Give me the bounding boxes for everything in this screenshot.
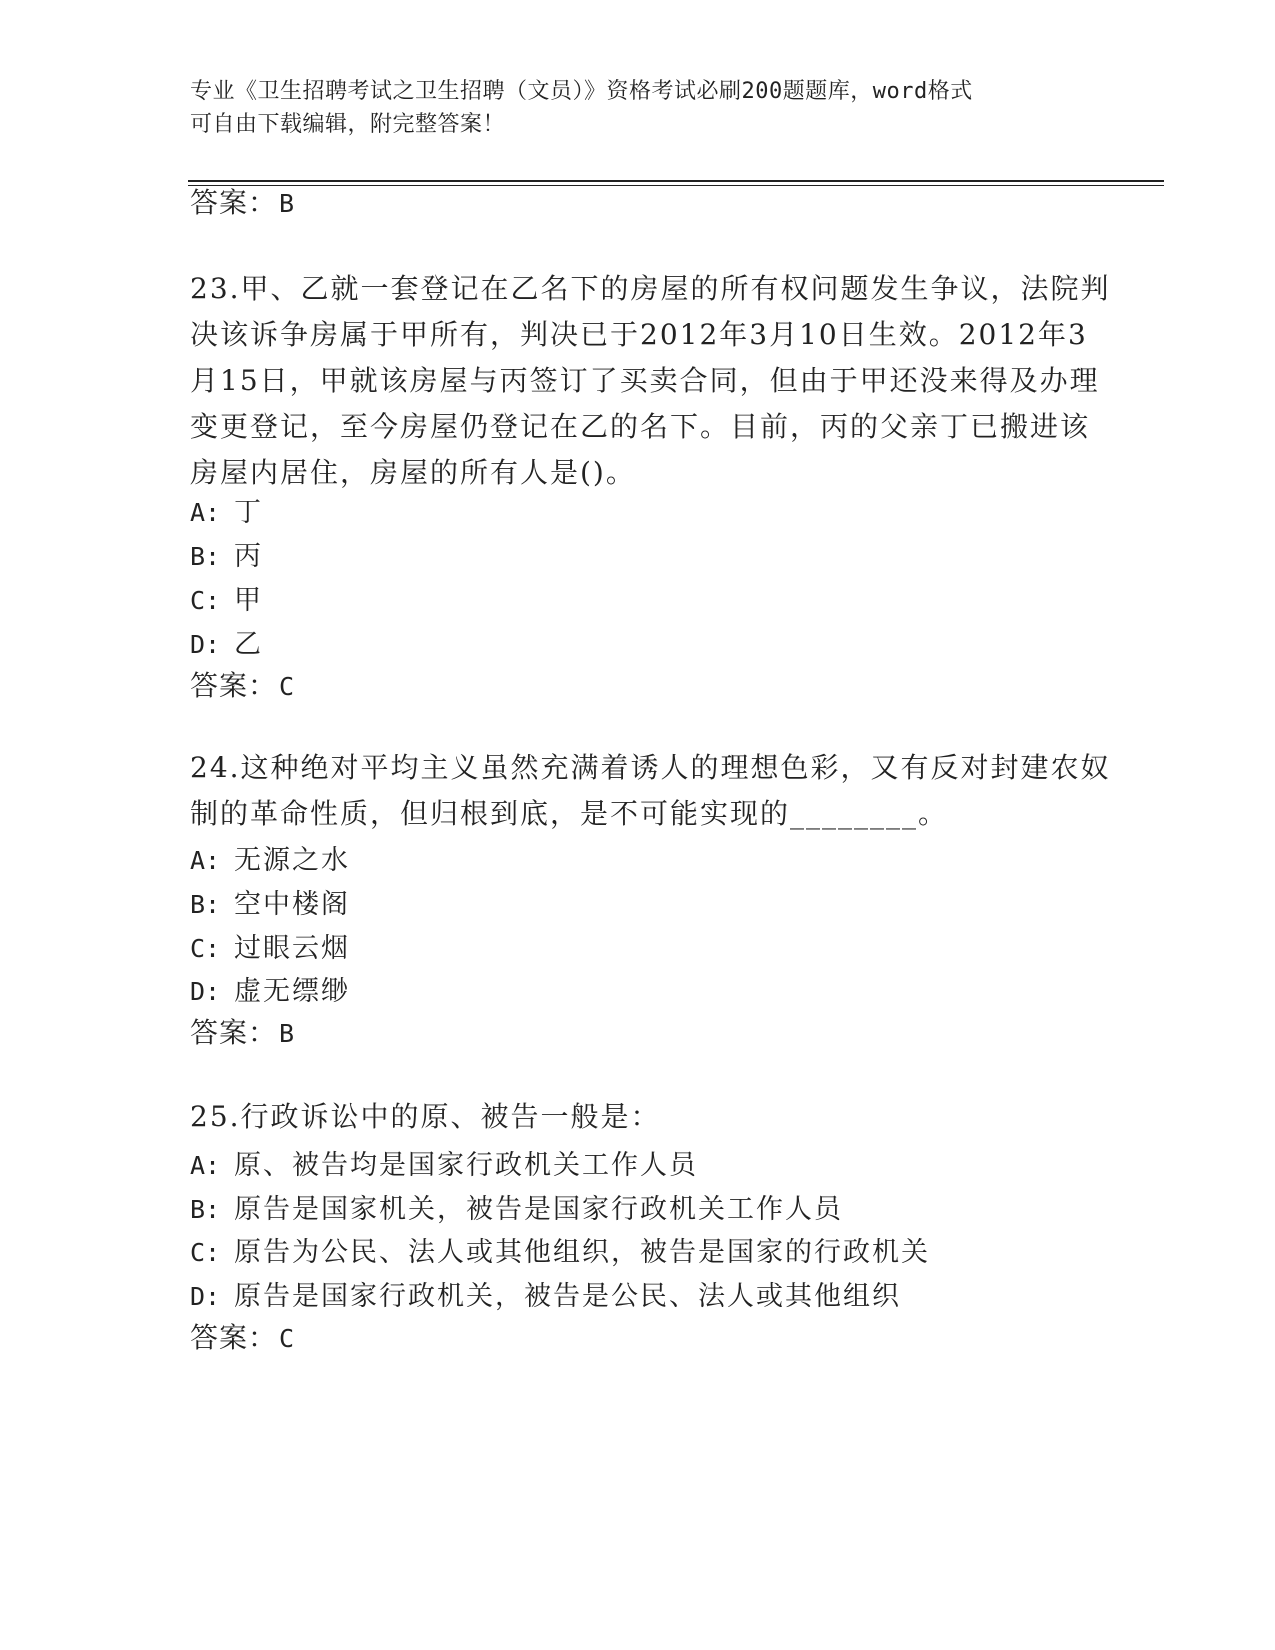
option-text: 甲 [234,585,263,616]
question-24-option-b [190,882,350,921]
question-25-answer [190,1316,295,1356]
stem-line: 房屋内居住，房屋的所有人是()。 [190,456,636,489]
header-divider-thick [188,180,1164,182]
stem-line: 25.行政诉讼中的原、被告一般是： [190,1100,661,1133]
option-letter: C: [190,1238,221,1267]
option-text: 原告是国家行政机关，被告是公民、法人或其他组织 [234,1281,901,1312]
question-25-stem [190,1094,661,1140]
option-letter: D: [190,630,221,659]
header-divider-thin [188,185,1164,186]
question-24-answer [190,1011,295,1051]
header-title-line-1: 专业《卫生招聘考试之卫生招聘（文员）》资格考试必刷200题题库，word格式 [190,79,973,104]
answer-label: 答案： [190,1321,278,1354]
question-25-option-b [190,1187,843,1226]
option-letter: D: [190,977,221,1006]
question-23-option-a [190,490,263,529]
option-letter: A: [190,498,221,527]
option-text: 无源之水 [234,845,350,876]
question-24-option-c [190,926,350,965]
answer-value: C [279,1324,296,1353]
option-letter: A: [190,1151,221,1180]
header-title-line-2: 可自由下载编辑，附完整答案！ [190,112,506,137]
question-24-option-d [190,969,350,1008]
stem-line: 决该诉争房属于甲所有，判决已于2012年3月10日生效。2012年3 [190,318,1088,351]
question-23-answer [190,664,295,704]
document-header [190,75,1090,141]
question-23-stem [190,266,1111,496]
stem-line: 制的革命性质，但归根到底，是不可能实现的________。 [190,797,949,830]
option-letter: B: [190,542,221,571]
answer-label: 答案： [190,669,278,702]
answer-value: C [279,672,296,701]
option-text: 虚无缥缈 [234,976,350,1007]
question-23-option-d [190,622,263,661]
option-text: 原、被告均是国家行政机关工作人员 [234,1150,698,1181]
question-24-stem [190,745,1111,837]
question-25-option-d [190,1274,901,1313]
option-letter: B: [190,890,221,919]
option-letter: A: [190,846,221,875]
stem-line: 月15日，甲就该房屋与丙签订了买卖合同，但由于甲还没来得及办理 [190,364,1100,397]
question-23-option-b [190,534,263,573]
answer-label: 答案： [190,1016,278,1049]
option-letter: C: [190,586,221,615]
option-text: 原告为公民、法人或其他组织，被告是国家的行政机关 [234,1237,930,1268]
answer-value: B [279,1019,296,1048]
answer-value: B [279,189,296,218]
option-text: 丙 [234,541,263,572]
question-25-option-a [190,1143,698,1182]
option-text: 空中楼阁 [234,889,350,920]
stem-line: 变更登记，至今房屋仍登记在乙的名下。目前，丙的父亲丁已搬进该 [190,410,1091,443]
option-letter: C: [190,934,221,963]
option-text: 乙 [234,629,263,660]
option-letter: D: [190,1282,221,1311]
question-24-option-a [190,838,350,877]
option-text: 丁 [234,497,263,528]
stem-line: 23.甲、乙就一套登记在乙名下的房屋的所有权问题发生争议，法院判 [190,272,1111,305]
prev-answer [190,183,295,224]
option-text: 过眼云烟 [234,933,350,964]
answer-label: 答案： [190,186,278,219]
question-25-option-c [190,1230,930,1269]
stem-line: 24.这种绝对平均主义虽然充满着诱人的理想色彩，又有反对封建农奴 [190,751,1111,784]
option-letter: B: [190,1195,221,1224]
option-text: 原告是国家机关，被告是国家行政机关工作人员 [234,1194,843,1225]
question-23-option-c [190,578,263,617]
